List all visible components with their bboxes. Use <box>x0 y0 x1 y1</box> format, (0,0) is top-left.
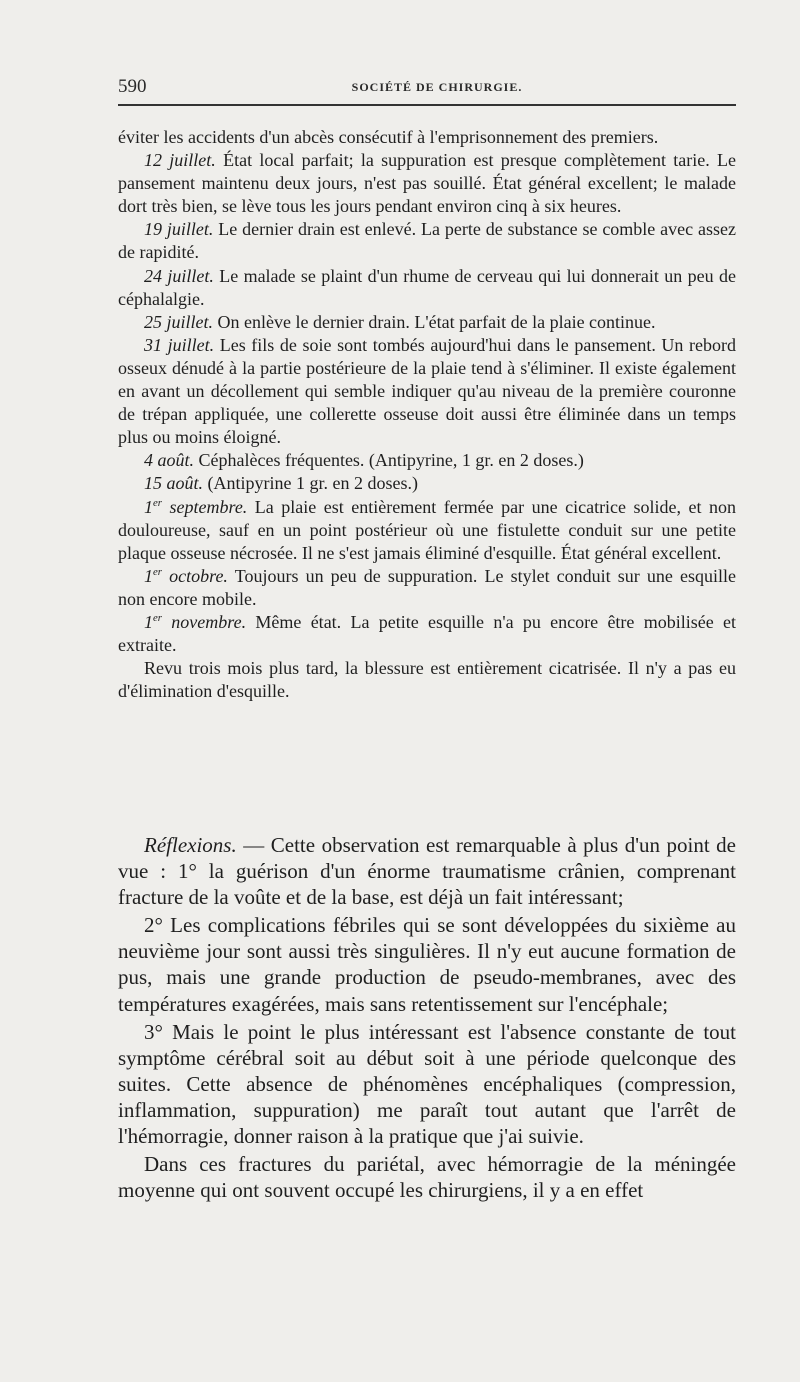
case-note-entry: 24 juillet. Le malade se plaint d'un rhume de cerveau qui lui donnerait un peu de céphalalgie. <box>118 265 736 309</box>
case-note-entry: 25 juillet. On enlève le dernier drain. L'état parfait de la plaie continue. <box>144 311 656 332</box>
case-notes <box>118 126 736 703</box>
case-note-followup: Revu trois mois plus tard, la blessure est entièrement cicatrisée. Il n'y a pas eu d'élimination d'esquille. <box>118 658 736 702</box>
case-note-continuation: éviter les accidents d'un abcès consécutif à l'emprisonnement des premiers. <box>118 127 659 147</box>
entry-date: 25 juillet. <box>144 311 213 332</box>
case-note-entry: 31 juillet. Les fils de soie sont tombés aujourd'hui dans le pansement. Un rebord osseux dénudé à la partie postérieure de la plaie tend à s'éliminer. Il existe également en avant un décollement qui semble indiquer qu'au niveau de la première couronne de trépan appliquée, une collerette osseuse doit aussi être éliminée dans un temps plus ou moins éloigné. <box>118 334 737 448</box>
case-note-entry: 19 juillet. Le dernier drain est enlevé. La perte de substance se comble avec assez de rapidité. <box>118 219 736 263</box>
reflexions-paragraph: Dans ces fractures du pariétal, avec hémorragie de la méningée moyenne qui ont souvent occupé les chirurgiens, il y a en effet <box>118 1152 736 1203</box>
reflexions-heading: Réflexions. <box>144 833 237 857</box>
case-note-entry: 15 août. (Antipyrine 1 gr. en 2 doses.) <box>144 473 418 494</box>
entry-date: 15 août. <box>144 473 204 494</box>
entry-date: 1er septembre. <box>144 496 248 517</box>
entry-date: 24 juillet. <box>144 265 214 286</box>
reflexions-paragraph: 2° Les complications fébriles qui se sont développées du sixième au neuvième jour sont aussi très singulières. Il n'y eut aucune formation de pus, mais une grande production de pseudo-membranes, avec des températures exagérées, mais sans retentissement sur l'encéphale; <box>118 913 736 1016</box>
page-header <box>118 76 736 100</box>
case-note-entry: 1er octobre. Toujours un peu de suppuration. Le stylet conduit sur une esquille non encore mobile. <box>118 565 736 609</box>
case-note-entry: 4 août. Céphalèces fréquentes. (Antipyrine, 1 gr. en 2 doses.) <box>144 450 584 471</box>
header-rule <box>118 104 736 106</box>
entry-date: 12 juillet. <box>144 150 216 171</box>
entry-date: 4 août. <box>144 450 195 471</box>
case-note-entry: 1er novembre. Même état. La petite esquille n'a pu encore être mobilisée et extraite. <box>118 611 736 656</box>
reflexions-section <box>118 832 736 1203</box>
entry-date: 19 juillet. <box>144 219 214 240</box>
entry-date: 31 juillet. <box>144 334 215 355</box>
page-number: 590 <box>118 76 147 97</box>
reflexions-paragraph: Réflexions. — Cette observation est remarquable à plus d'un point de vue : 1° la guérison d'un énorme traumatisme crânien, comprenant fracture de la voûte et de la base, est déjà un fait intéressant; <box>118 833 736 910</box>
case-note-entry: 12 juillet. État local parfait; la suppuration est presque complètement tarie. Le pansement maintenu deux jours, n'est pas souillé. État général excellent; le malade dort très bien, se lève tous les jours pendant environ cinq à six heures. <box>118 150 737 217</box>
entry-date: 1er octobre. <box>144 565 228 586</box>
case-note-entry: 1er septembre. La plaie est entièrement fermée par une cicatrice solide, et non douloureuse, sauf en un point postérieur où une fistulette conduit sur une petite plaque osseuse nécrosée. Il ne s'est jamais éliminé d'esquille. État général excellent. <box>118 496 737 563</box>
running-title: SOCIÉTÉ DE CHIRURGIE. <box>351 80 523 94</box>
reflexions-paragraph: 3° Mais le point le plus intéressant est l'absence constante de tout symptôme cérébral soit au début soit à une période quelconque des suites. Cette absence de phénomènes encéphaliques (compression, inflammation, suppuration) me paraît tout autant que l'arrêt de l'hémorragie, donner raison à la pratique que j'ai suivie. <box>118 1019 736 1149</box>
entry-date: 1er novembre. <box>144 611 247 632</box>
